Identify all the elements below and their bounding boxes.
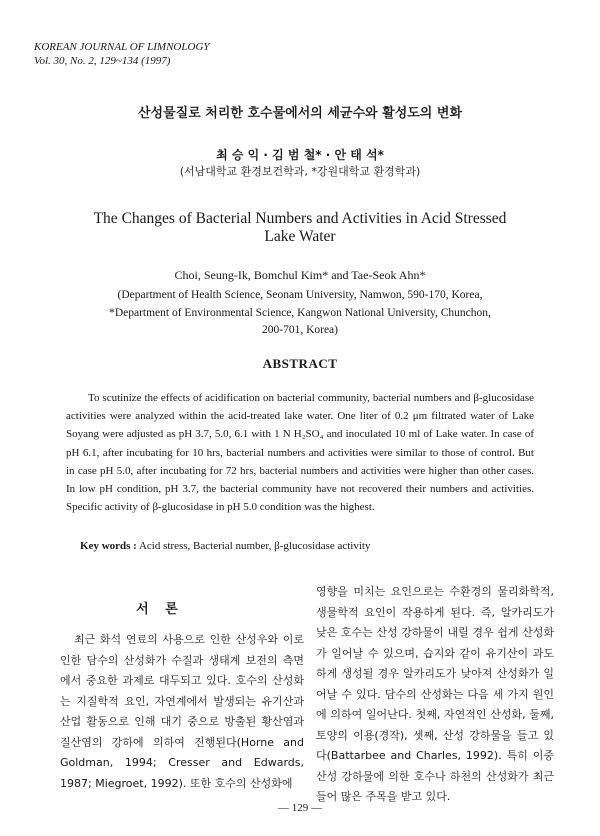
keywords-value: Acid stress, Bacterial number, β-glucosidase activity — [136, 540, 371, 552]
section-heading: 서 론 — [136, 602, 184, 617]
english-title — [0, 210, 600, 246]
english-authors: Choi, Seung-Ik, Bomchul Kim* and Tae-Seok Ahn* — [174, 268, 426, 282]
keywords — [80, 540, 540, 552]
affiliation-line: 200-701, Korea) — [261, 324, 338, 336]
keywords-label: Key words : — [80, 540, 137, 552]
left-column-text: 최근 화석 연료의 사용으로 인한 산성우와 이로 인한 담수의 산성화가 수질과 생태계 보전의 측면에서 중요한 과제로 대두되고 있다. 호수의 산성화는 지질학적 요인, 자연계에서 발생되는 유기산과 산업 활동으로 인해 대기 중으로 방출된 황산염과 질산염의 강하에 의하여 진행된다(Horne and Goldman, 1994; Cresser and Edwards, 1987; Miegroet, 1992). 또한 호수의 산성화에 — [60, 633, 304, 790]
english-affiliation — [0, 287, 600, 340]
english-title-line1: The Changes of Bacterial Numbers and Activities in Acid Stressed — [93, 210, 507, 227]
abstract-heading: ABSTRACT — [262, 356, 338, 371]
page-number: — 129 — — [278, 802, 322, 814]
abstract-body: To scutinize the effects of acidification on bacterial community, bacterial numbers and β-glucosidase activities were analyzed within the acid-treated lake water. One liter of 0.2 μm filtrated water of Lake Soyang were adjusted as pH 3.7, 5.0, 6.1 with 1 N H₂SO₄ and inoculated 10 ml of Lake water. In case of pH 6.1, after incubating for 10 hrs, bacterial numbers and activities were similar to those of control. But in case pH 5.0, after incubating for 72 hrs, bacterial numbers and activities were higher than other cases. In low pH condition, pH 3.7, the bacterial community have not recovered their numbers and activities. Specific activity of β-glucosidase in pH 5.0 condition was the highest. — [66, 392, 534, 514]
journal-header — [34, 40, 210, 68]
affiliation-line: (Department of Health Science, Seonam University, Namwon, 590-170, Korea, — [117, 289, 483, 301]
affiliation-line: *Department of Environmental Science, Kangwon National University, Chunchon, — [109, 306, 491, 319]
journal-volume: Vol. 30, No. 2, 129~134 (1997) — [34, 55, 171, 67]
journal-name: KOREAN JOURNAL OF LIMNOLOGY — [34, 41, 210, 53]
english-title-line2: Lake Water — [264, 228, 336, 245]
right-column-text: 영향을 미치는 요인으로는 수환경의 물리화학적, 생물학적 요인이 작용하게 된다. 즉, 알카리도가 낮은 호수는 산성 강하물이 내릴 경우 쉽게 산성화가 일어날 수 있으며, 습지와 같이 유기산이 과도하게 생성될 경우 알카리도가 낮아져 산성화가 일어날 수 있다. 담수의 산성화는 다음 세 가지 원인에 의하여 일어난다. 첫째, 자연적인 산성화, 둘째, 토양의 이용(경작), 셋째, 산성 강하물을 들고 있다(Battarbee and Charles, 1992). 특히 이중 산성 강하물에 의한 호수나 하천의 산성화가 최근 들어 많은 주목을 받고 있다. — [316, 585, 554, 803]
korean-affiliation: (서남대학교 환경보건학과, *강원대학교 환경학과) — [179, 165, 421, 178]
korean-title: 산성물질로 처리한 호수물에서의 세균수와 활성도의 변화 — [137, 106, 463, 121]
korean-authors: 최 승 익 · 김 범 철* · 안 태 석* — [216, 148, 384, 162]
